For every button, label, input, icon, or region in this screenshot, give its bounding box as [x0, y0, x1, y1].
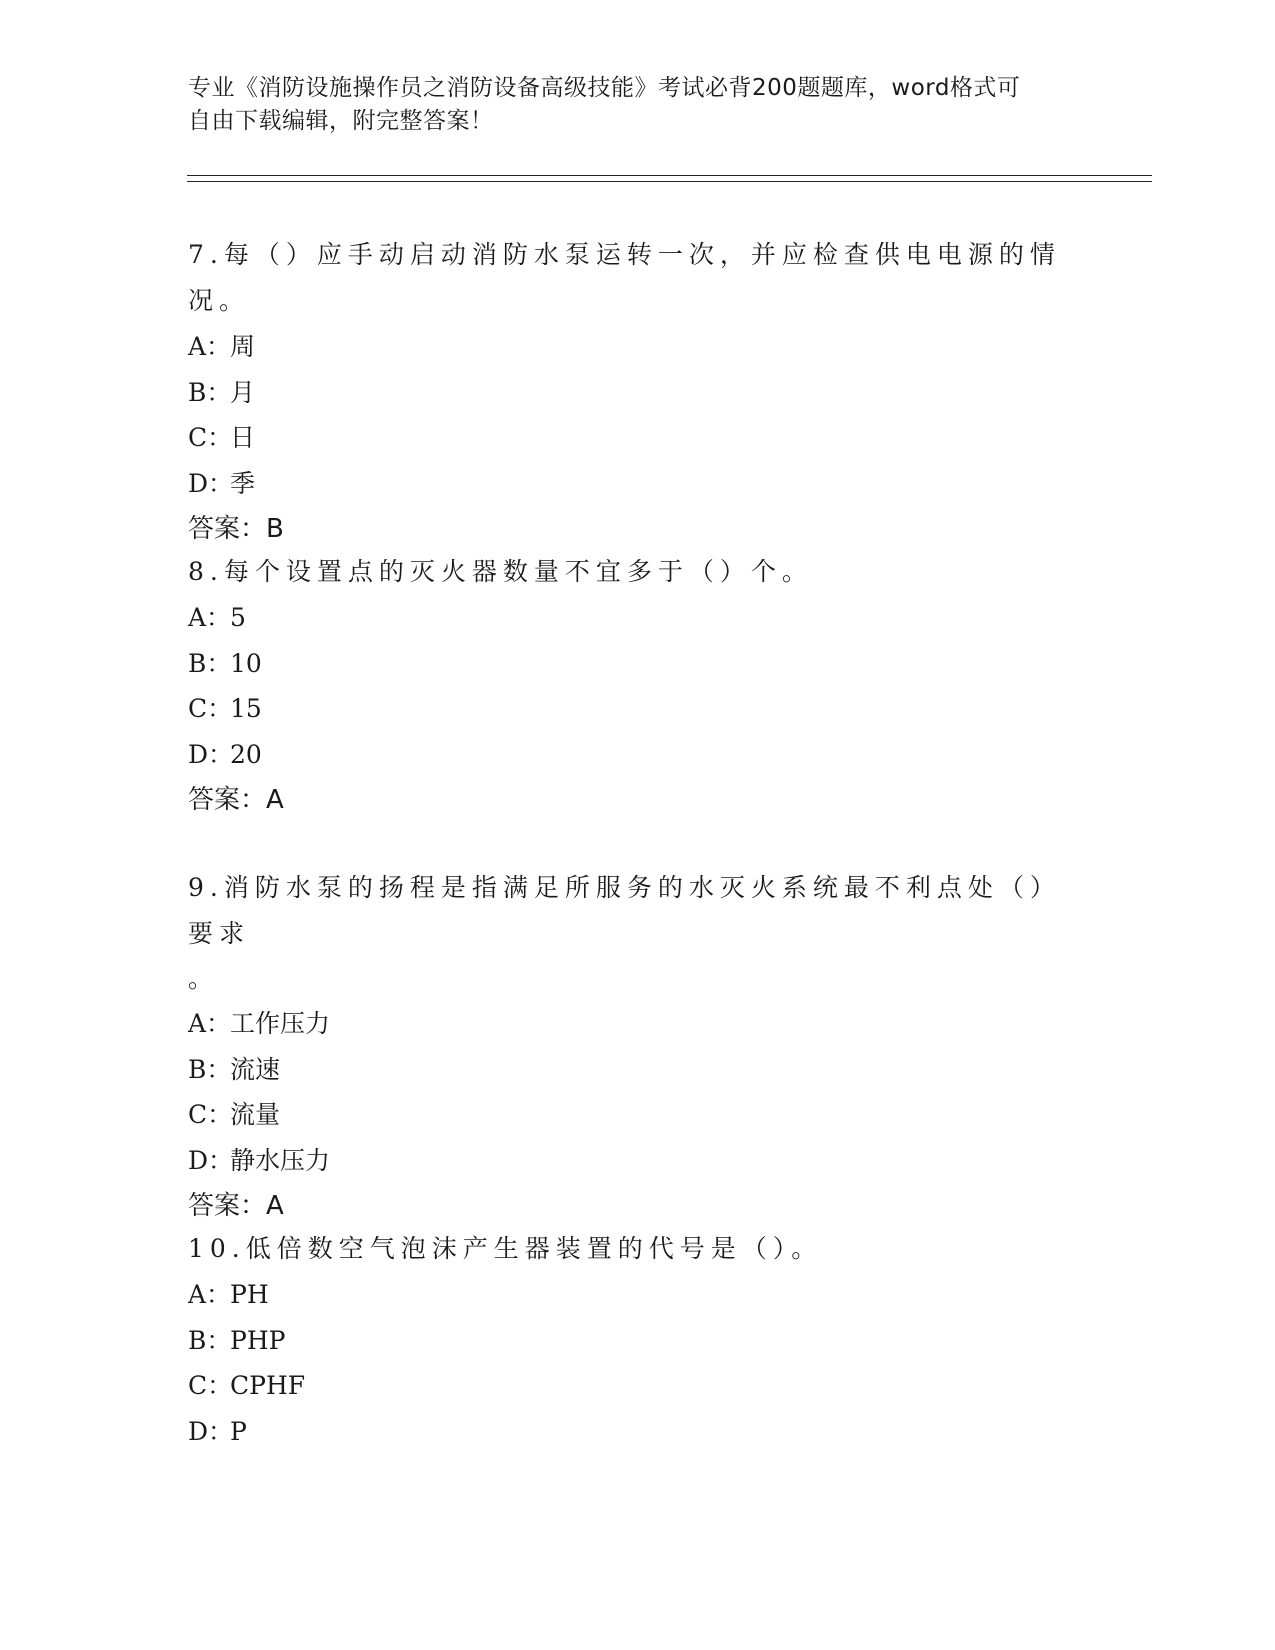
option-a: A：PH	[188, 1280, 269, 1309]
option-d: D：季	[188, 468, 256, 498]
option-d: D：静水压力	[188, 1145, 331, 1175]
question-7	[188, 232, 1088, 552]
option-a: A：周	[188, 332, 256, 361]
option-c: C：流量	[188, 1100, 281, 1129]
answer-line: 答案：B	[188, 514, 284, 544]
option-c: C：CPHF	[188, 1371, 306, 1400]
question-stem: 9.消防水泵的扬程是指满足所服务的水灭火系统最不利点处（）要求	[188, 873, 1061, 948]
answer-line: 答案：A	[188, 785, 284, 815]
option-c: C：日	[188, 423, 256, 452]
option-c: C：15	[188, 694, 262, 723]
option-a: A：工作压力	[188, 1009, 331, 1038]
question-stem: 7.每（）应手动启动消防水泵运转一次，并应检查供电电源的情况。	[188, 240, 1061, 315]
option-b: B：PHP	[188, 1325, 286, 1355]
header-rule-top	[187, 175, 1152, 176]
option-b: B：流速	[188, 1054, 281, 1084]
question-10	[188, 1226, 1088, 1454]
question-9	[188, 865, 1088, 1229]
option-d: D：20	[188, 739, 262, 769]
header-rule-bottom	[187, 181, 1152, 182]
option-b: B：月	[188, 377, 256, 407]
question-stem: 10.低倍数空气泡沫产生器装置的代号是（）。	[188, 1234, 823, 1263]
intro-text	[188, 72, 1068, 138]
answer-line: 答案：A	[188, 1191, 284, 1221]
option-b: B：10	[188, 648, 262, 678]
intro-line-1: 专业《消防设施操作员之消防设备高级技能》考试必背200题题库，word格式可	[188, 75, 1021, 101]
intro-line-2: 自由下载编辑，附完整答案！	[188, 108, 494, 134]
question-stem-continuation: 。	[188, 964, 220, 993]
option-d: D：P	[188, 1416, 247, 1446]
question-stem: 8.每个设置点的灭火器数量不宜多于（）个。	[188, 557, 813, 586]
question-8	[188, 549, 1088, 823]
option-a: A：5	[188, 603, 246, 632]
